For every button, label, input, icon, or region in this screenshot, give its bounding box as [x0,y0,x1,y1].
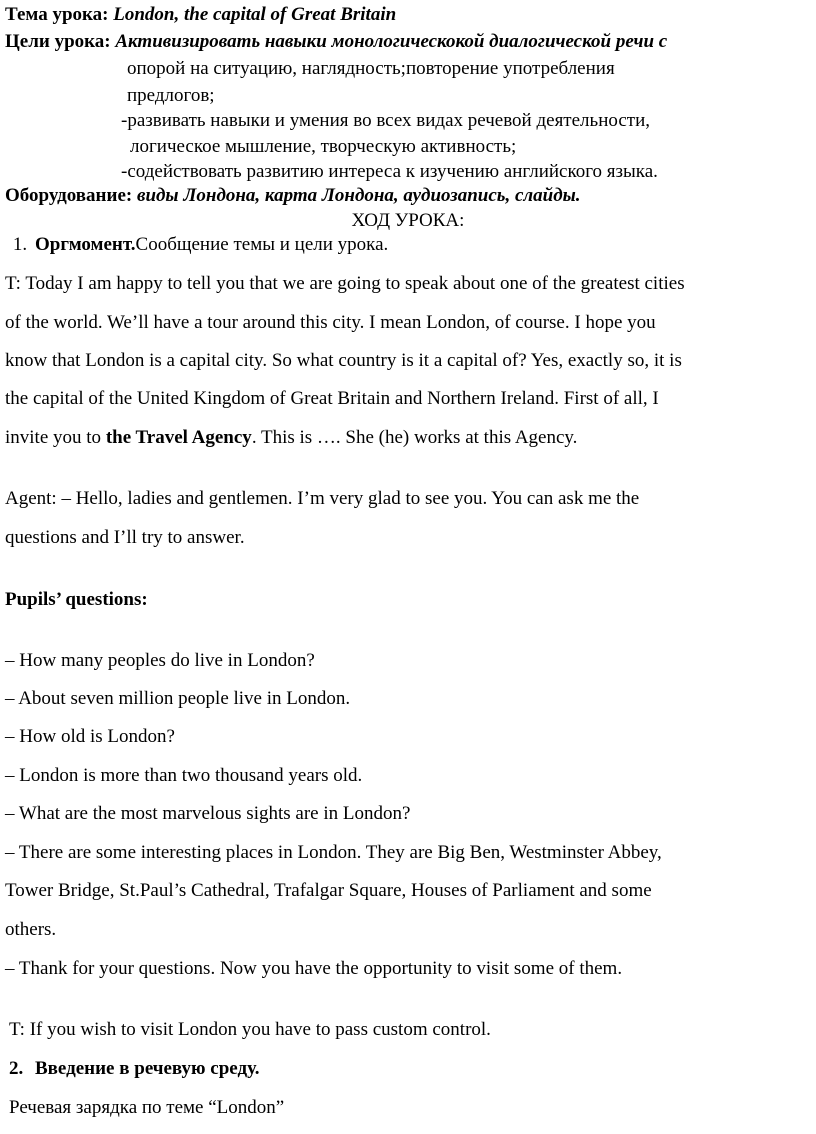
goals-line-6: -содействовать развитию интереса к изучению английского языка. [121,161,658,182]
dialogue-line-1: – How many peoples do live in London? [5,650,315,671]
goals-label: Цели урока: [5,31,111,52]
teacher-line-5-after: . This is …. She (he) works at this Agency. [251,427,578,448]
lesson-heading: ХОД УРОКА: [351,210,465,231]
step1-number: 1. [12,234,28,255]
dialogue-line-4: – London is more than two thousand years old. [5,765,363,786]
teacher-line-1: T: Today I am happy to tell you that we are going to speak about one of the greatest cities [5,273,685,294]
teacher-line-2: of the world. We’ll have a tour around this city. I mean London, of course. I hope you [5,312,656,333]
dialogue-line-2: – About seven million people live in London. [5,688,351,709]
goals-line-4: -развивать навыки и умения во всех видах речевой деятельности, [121,110,650,131]
agent-line-2: questions and I’ll try to answer. [5,527,245,548]
step1-text: Сообщение темы и цели урока. [135,234,389,255]
teacher-line-5-before: invite you to [5,427,106,448]
goals-line-2: опорой на ситуацию, наглядность;повторение употребления [127,58,615,79]
dialogue-line-9: – Thank for your questions. Now you have the opportunity to visit some of them. [5,958,623,979]
agent-line-1: Agent: – Hello, ladies and gentlemen. I’m very glad to see you. You can ask me the [5,488,640,509]
pupils-heading: Pupils’ questions: [5,589,148,610]
step1-line [5,235,388,254]
step2-line [9,1059,259,1078]
travel-agency-text: the Travel Agency [105,427,252,448]
dialogue-line-6: – There are some interesting places in London. They are Big Ben, Westminster Abbey, [5,842,662,863]
equipment-line [5,186,581,205]
dialogue-line-7: Tower Bridge, St.Paul’s Cathedral, Trafalgar Square, Houses of Parliament and some [5,880,652,901]
warmup-line: Речевая зарядка по теме “London” [9,1097,285,1118]
goals-text: Активизировать навыки монологическокой диалогической речи с [115,31,668,52]
dialogue-line-3: – How old is London? [5,726,175,747]
step2-number: 2. [9,1058,24,1079]
dialogue-line-8: others. [5,919,57,940]
goals-line-5: логическое мышление, творческую активность; [130,136,517,157]
equipment-value: виды Лондона, карта Лондона, аудиозапись, слайды. [136,185,581,206]
topic-line [5,5,396,24]
equipment-label: Оборудование: [5,185,133,206]
goals-line-3: предлогов; [127,85,215,106]
teacher-custom-line: T: If you wish to visit London you have to pass custom control. [9,1019,491,1040]
topic-label: Тема урока: [5,4,109,25]
dialogue-line-5: – What are the most marvelous sights are in London? [5,803,411,824]
topic-value: London, the capital of Great Britain [113,4,397,25]
teacher-line-3: know that London is a capital city. So what country is it a capital of? Yes, exactly so, it is [5,350,682,371]
teacher-line-4: the capital of the United Kingdom of Great Britain and Northern Ireland. First of all, I [5,388,659,409]
teacher-line-5 [5,428,577,447]
goals-line-1 [5,32,667,51]
step2-title: Введение в речевую среду. [35,1058,260,1079]
step1-title: Оргмомент. [35,234,136,255]
